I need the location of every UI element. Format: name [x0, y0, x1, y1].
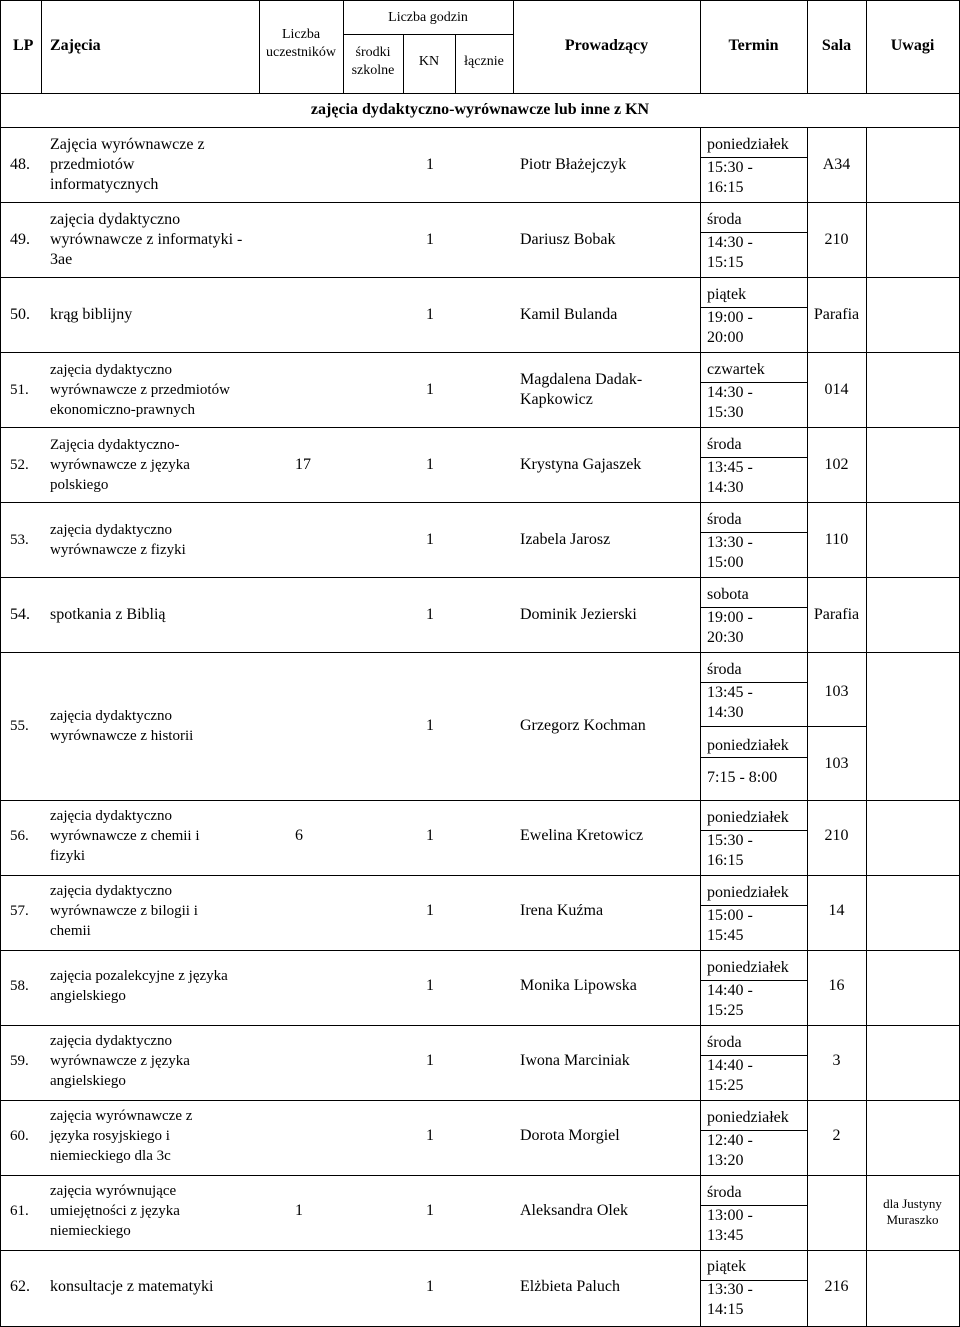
term-cell — [707, 1257, 753, 1320]
term-day: sobota — [707, 586, 749, 603]
row-49-lp: 49. — [10, 231, 30, 248]
term-time-start: 15:00 - — [707, 907, 753, 924]
row-56-lp: 56. — [10, 828, 29, 844]
row-48-lp: 48. — [10, 156, 30, 173]
term-time-end: 16:15 — [707, 852, 744, 869]
row-61-zajecia-line1: zajęcia wyrównujące — [50, 1183, 177, 1199]
row-60-lp: 60. — [10, 1128, 29, 1144]
term-time-start: 13:30 - — [707, 1281, 753, 1298]
term-day: środa — [707, 1184, 742, 1201]
term-time-end: 15:30 — [707, 404, 744, 421]
row-48-zajecia-line2: przedmiotów — [50, 156, 135, 173]
row-61-zajecia — [50, 1181, 180, 1241]
row-58-zajecia-line2: angielskiego — [50, 988, 126, 1004]
row-48-zajecia-line1: Zajęcia wyrównawcze z — [50, 136, 205, 153]
row-57-zajecia — [50, 881, 198, 941]
row-51-lp: 51. — [10, 382, 29, 398]
room-cell: 103 — [824, 755, 849, 772]
term-day: środa — [707, 661, 742, 678]
term-day: poniedziałek — [707, 737, 789, 754]
row-59-prowadzacy: Iwona Marciniak — [520, 1052, 630, 1069]
header-uwagi: Uwagi — [890, 37, 935, 54]
row-56-zajecia — [50, 806, 200, 866]
term-time-end: 14:30 — [707, 704, 744, 721]
row-51-zajecia — [50, 360, 230, 420]
row-51-zajecia-line1: zajęcia dydaktyczno — [50, 362, 173, 378]
term-time-end: 20:00 — [707, 329, 744, 346]
row-54-zajecia: spotkania z Biblią — [50, 606, 166, 623]
note-line2: Muraszko — [886, 1212, 939, 1227]
row-62-godz: 1 — [426, 1278, 434, 1295]
term-time-start: 13:30 - — [707, 534, 753, 551]
row-57-zajecia-line2: wyrównawcze z bilogii i — [50, 903, 198, 919]
row-51-prowadzacy — [520, 370, 642, 410]
term-time-start: 19:00 - — [707, 609, 753, 626]
term-time-start: 12:40 - — [707, 1132, 753, 1149]
term-time-start: 14:30 - — [707, 234, 753, 251]
term-cell — [707, 1108, 789, 1171]
term-day: piątek — [707, 1258, 747, 1275]
row-59-zajecia-line1: zajęcia dydaktyczno — [50, 1033, 173, 1049]
room-cell: 110 — [824, 531, 849, 548]
term-cell — [707, 285, 753, 348]
row-61-godz: 1 — [426, 1202, 434, 1219]
term-day: poniedziałek — [707, 884, 789, 901]
term-time-end: 20:30 — [707, 629, 744, 646]
row-61-zajecia-line2: umiejętności z języka — [50, 1203, 180, 1219]
term-day: środa — [707, 436, 742, 453]
header-prowadzacy: Prowadzący — [564, 37, 649, 54]
row-61-zajecia-line3: niemieckiego — [50, 1223, 131, 1239]
row-55-zajecia-line1: zajęcia dydaktyczno — [50, 708, 173, 724]
row-59-zajecia — [50, 1031, 190, 1091]
header-srodki-line1: środki — [355, 45, 391, 60]
row-49-zajecia — [50, 210, 242, 270]
room-cell: 2 — [832, 1127, 841, 1144]
term-time-start: 13:45 - — [707, 459, 753, 476]
row-52-zajecia-line2: wyrównawcze z języka — [50, 457, 190, 473]
row-56-zajecia-line2: wyrównawcze z chemii i — [50, 828, 200, 844]
room-cell: 16 — [828, 977, 845, 994]
row-56-zajecia-line3: fizyki — [50, 848, 85, 864]
row-58-lp: 58. — [10, 978, 29, 994]
room-cell: 210 — [824, 827, 849, 844]
term-time-start: 19:00 - — [707, 309, 753, 326]
term-cell — [707, 660, 753, 723]
row-49-prowadzacy: Dariusz Bobak — [520, 231, 616, 248]
row-48-zajecia — [50, 135, 205, 195]
row-60-godz: 1 — [426, 1127, 434, 1144]
header-kn: KN — [418, 54, 440, 69]
header-liczba-godzin: Liczba godzin — [388, 10, 468, 25]
row-54-prowadzacy: Dominik Jezierski — [520, 606, 637, 623]
term-cell — [707, 808, 789, 871]
room-cell: Parafia — [813, 606, 860, 623]
term-day: czwartek — [707, 361, 765, 378]
term-time-end: 15:00 — [707, 554, 744, 571]
header-srodki-line2: szkolne — [351, 63, 395, 78]
term-cell — [707, 435, 753, 498]
term-day: poniedziałek — [707, 809, 789, 826]
room-cell: 14 — [828, 902, 845, 919]
row-58-zajecia-line1: zajęcia pozalekcyjne z języka — [50, 968, 228, 984]
term-cell — [707, 210, 753, 273]
row-52-zajecia-line3: polskiego — [50, 477, 109, 493]
row-49-zajecia-line1: zajęcia dydaktyczno — [50, 211, 181, 228]
row-51-zajecia-line2: wyrównawcze z przedmiotów — [50, 382, 230, 398]
row-53-godz: 1 — [426, 531, 434, 548]
term-day: środa — [707, 211, 742, 228]
row-51-zajecia-line3: ekonomiczno-prawnych — [50, 402, 195, 418]
row-51-prowadzacy-line1: Magdalena Dadak- — [520, 371, 643, 388]
term-cell — [707, 736, 789, 788]
row-58-godz: 1 — [426, 977, 434, 994]
row-62-lp: 62. — [10, 1278, 30, 1295]
header-liczba-uczestnikow — [259, 26, 343, 62]
row-53-lp: 53. — [10, 532, 29, 548]
row-51-godz: 1 — [426, 381, 434, 398]
room-cell: Parafia — [813, 306, 860, 323]
term-cell — [707, 883, 789, 946]
row-51-prowadzacy-line2: Kapkowicz — [520, 391, 593, 408]
row-55-lp: 55. — [10, 718, 29, 734]
row-50-lp: 50. — [10, 306, 30, 323]
term-time-end: 13:45 — [707, 1227, 744, 1244]
row-62-zajecia: konsultacje z matematyki — [50, 1278, 214, 1295]
row-55-zajecia — [50, 706, 193, 746]
row-50-godz: 1 — [426, 306, 434, 323]
row-52-prowadzacy: Krystyna Gajaszek — [520, 456, 642, 473]
term-cell — [707, 510, 753, 573]
term-time-start: 15:30 - — [707, 832, 753, 849]
header-srodki-szkolne — [343, 44, 403, 80]
row-53-prowadzacy: Izabela Jarosz — [520, 531, 611, 548]
note-line1: dla Justyny — [883, 1196, 942, 1211]
row-49-zajecia-line2: wyrównawcze z informatyki - — [50, 231, 243, 248]
row-50-prowadzacy: Kamil Bulanda — [520, 306, 618, 323]
row-52-zajecia-line1: Zajęcia dydaktyczno- — [50, 437, 180, 453]
header-zajecia: Zajęcia — [50, 37, 101, 54]
row-48-zajecia-line3: informatycznych — [50, 176, 159, 193]
row-55-godz: 1 — [426, 717, 434, 734]
row-57-zajecia-line1: zajęcia dydaktyczno — [50, 883, 173, 899]
term-cell — [707, 1033, 753, 1096]
row-52-godz: 1 — [426, 456, 434, 473]
term-cell — [707, 958, 789, 1021]
row-57-zajecia-line3: chemii — [50, 923, 91, 939]
note-cell — [866, 1196, 959, 1228]
row-61-prowadzacy: Aleksandra Olek — [520, 1202, 628, 1219]
row-54-godz: 1 — [426, 606, 434, 623]
room-cell: 103 — [824, 683, 849, 700]
room-cell: A34 — [822, 156, 851, 173]
row-57-godz: 1 — [426, 902, 434, 919]
row-58-prowadzacy: Monika Lipowska — [520, 977, 637, 994]
term-time-start: 14:40 - — [707, 982, 753, 999]
term-cell — [707, 1183, 753, 1246]
term-time-start: 13:00 - — [707, 1207, 753, 1224]
row-52-uczestnicy: 17 — [295, 456, 311, 473]
row-62-prowadzacy: Elżbieta Paluch — [520, 1278, 620, 1295]
term-time-end: 15:25 — [707, 1077, 744, 1094]
row-49-godz: 1 — [426, 231, 434, 248]
row-55-zajecia-line2: wyrównawcze z historii — [50, 728, 194, 744]
term-day: piątek — [707, 286, 747, 303]
row-56-godz: 1 — [426, 827, 434, 844]
row-48-godz: 1 — [426, 156, 434, 173]
row-55-prowadzacy: Grzegorz Kochman — [520, 717, 646, 734]
header-termin: Termin — [728, 37, 779, 54]
row-59-zajecia-line3: angielskiego — [50, 1073, 126, 1089]
row-56-zajecia-line1: zajęcia dydaktyczno — [50, 808, 173, 824]
row-54-lp: 54. — [10, 606, 30, 623]
row-57-lp: 57. — [10, 903, 29, 919]
row-59-zajecia-line2: wyrównawcze z języka — [50, 1053, 190, 1069]
term-time-end: 14:15 — [707, 1301, 744, 1318]
header-liczba-uczestnikow-line2: uczestników — [266, 45, 336, 60]
row-61-srodki: 1 — [295, 1202, 303, 1219]
term-time-end: 15:45 — [707, 927, 744, 944]
term-time-end: 16:15 — [707, 179, 744, 196]
term-cell — [707, 585, 753, 648]
term-day: środa — [707, 1034, 742, 1051]
header-lp: LP — [13, 37, 34, 54]
row-60-zajecia — [50, 1106, 192, 1166]
row-53-zajecia — [50, 520, 186, 560]
term-time-start: 13:45 - — [707, 684, 753, 701]
term-day: poniedziałek — [707, 136, 789, 153]
section-title: zajęcia dydaktyczno-wyrównawcze lub inne z KN — [310, 101, 650, 118]
room-cell: 216 — [824, 1278, 849, 1295]
room-cell: 210 — [824, 231, 849, 248]
row-52-zajecia — [50, 435, 190, 495]
header-lacznie: łącznie — [464, 54, 504, 69]
row-50-zajecia: krąg biblijny — [50, 306, 133, 323]
term-time-start: 14:40 - — [707, 1057, 753, 1074]
room-cell: 102 — [824, 456, 849, 473]
row-61-lp: 61. — [10, 1203, 29, 1219]
term-time: 7:15 - 8:00 — [707, 769, 778, 786]
term-time-end: 15:15 — [707, 254, 744, 271]
term-time-start: 15:30 - — [707, 159, 753, 176]
row-48-prowadzacy: Piotr Błażejczyk — [520, 156, 627, 173]
row-57-prowadzacy: Irena Kuźma — [520, 902, 604, 919]
row-53-zajecia-line1: zajęcia dydaktyczno — [50, 522, 173, 538]
row-59-lp: 59. — [10, 1053, 29, 1069]
row-52-lp: 52. — [10, 457, 29, 473]
term-time-end: 14:30 — [707, 479, 744, 496]
term-cell — [707, 135, 789, 198]
row-56-prowadzacy: Ewelina Kretowicz — [520, 827, 644, 844]
term-day: poniedziałek — [707, 959, 789, 976]
row-60-zajecia-line1: zajęcia wyrównawcze z — [50, 1108, 193, 1124]
row-56-uczestnicy: 6 — [295, 827, 303, 844]
term-time-start: 14:30 - — [707, 384, 753, 401]
row-60-prowadzacy: Dorota Morgiel — [520, 1127, 620, 1144]
row-59-godz: 1 — [426, 1052, 434, 1069]
term-day: poniedziałek — [707, 1109, 789, 1126]
term-day: środa — [707, 511, 742, 528]
row-58-zajecia — [50, 966, 228, 1006]
row-60-zajecia-line2: języka rosyjskiego i — [50, 1128, 170, 1144]
header-liczba-uczestnikow-line1: Liczba — [281, 27, 321, 42]
term-time-end: 15:25 — [707, 1002, 744, 1019]
row-53-zajecia-line2: wyrównawcze z fizyki — [50, 542, 186, 558]
term-time-end: 13:20 — [707, 1152, 744, 1169]
row-49-zajecia-line3: 3ae — [50, 251, 73, 268]
room-cell: 3 — [832, 1052, 841, 1069]
row-60-zajecia-line3: niemieckiego dla 3c — [50, 1148, 171, 1164]
header-sala: Sala — [821, 37, 852, 54]
room-cell: 014 — [824, 381, 849, 398]
term-cell — [707, 360, 765, 423]
